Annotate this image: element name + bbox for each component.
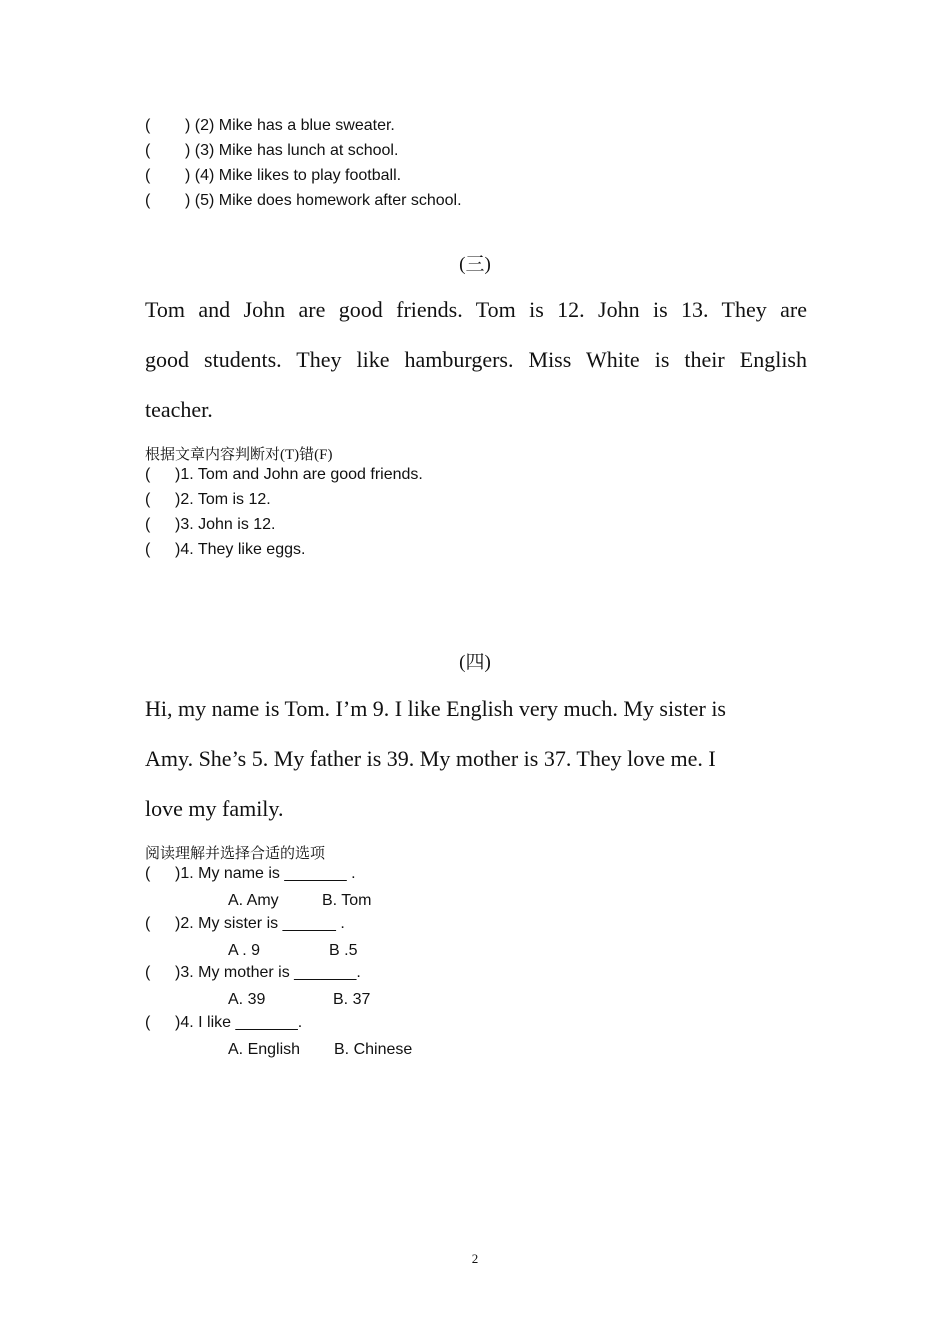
question-text: )1. My name is _______ .	[175, 865, 356, 882]
answer-paren-open[interactable]: (	[145, 491, 151, 508]
reading-passage-line: Hi, my name is Tom. I’m 9. I like English very much. My sister is	[145, 696, 726, 721]
option-b[interactable]: B. Tom	[322, 892, 372, 909]
true-false-item	[145, 466, 423, 484]
option-b[interactable]: B .5	[329, 942, 358, 959]
instruction-text: 阅读理解并选择合适的选项	[145, 846, 326, 862]
reading-passage-line: teacher.	[145, 397, 213, 422]
option-a[interactable]: A. English	[228, 1041, 301, 1058]
reading-passage-line: Amy. She’s 5. My father is 39. My mother is 37. They love me. I	[145, 746, 716, 771]
true-false-item	[145, 516, 276, 534]
question-text: )2. My sister is ______ .	[175, 915, 345, 932]
answer-paren-close: )	[185, 142, 191, 159]
reading-passage-line: good students. They like hamburgers. Miss White is their English	[145, 347, 807, 372]
question-item	[145, 915, 345, 933]
reading-passage-line: love my family.	[145, 796, 284, 821]
instruction-text: 根据文章内容判断对(T)错(F)	[145, 447, 333, 463]
answer-paren-open[interactable]: (	[145, 1014, 151, 1031]
answer-paren-close: )	[185, 117, 191, 134]
item-text: (3) Mike has lunch at school.	[194, 142, 399, 159]
answer-paren-close: )	[185, 192, 191, 209]
answer-paren-open[interactable]: (	[145, 541, 151, 558]
true-false-item	[145, 541, 305, 559]
item-text: )3. John is 12.	[175, 516, 276, 533]
section-three-heading: (三)	[459, 254, 491, 275]
answer-paren-open[interactable]: (	[145, 516, 151, 533]
option-a[interactable]: A. 39	[228, 991, 266, 1008]
answer-paren-open[interactable]: (	[145, 167, 151, 184]
answer-paren-open[interactable]: (	[145, 466, 151, 483]
answer-paren-open[interactable]: (	[145, 142, 151, 159]
option-a[interactable]: A . 9	[228, 942, 261, 959]
question-text: )4. I like _______.	[175, 1014, 303, 1031]
option-b[interactable]: B. 37	[333, 991, 371, 1008]
question-text: )3. My mother is _______.	[175, 964, 361, 981]
page-number: 2	[471, 1251, 479, 1266]
true-false-item	[145, 192, 462, 210]
answer-paren-open[interactable]: (	[145, 915, 151, 932]
item-text: )1. Tom and John are good friends.	[175, 466, 423, 483]
answer-paren-open[interactable]: (	[145, 964, 151, 981]
answer-paren-open[interactable]: (	[145, 865, 151, 882]
option-b[interactable]: B. Chinese	[334, 1041, 413, 1058]
item-text: )2. Tom is 12.	[175, 491, 271, 508]
answer-paren-open[interactable]: (	[145, 192, 151, 209]
item-text: (2) Mike has a blue sweater.	[194, 117, 395, 134]
answer-paren-open[interactable]: (	[145, 117, 151, 134]
true-false-item	[145, 491, 271, 509]
answer-paren-close: )	[185, 167, 191, 184]
question-item	[145, 964, 361, 982]
reading-passage-line: Tom and John are good friends. Tom is 12. John is 13. They are	[145, 297, 807, 322]
question-item	[145, 865, 356, 883]
true-false-item	[145, 142, 398, 160]
item-text: (5) Mike does homework after school.	[194, 192, 462, 209]
option-a[interactable]: A. Amy	[228, 892, 279, 909]
true-false-item	[145, 117, 395, 135]
question-item	[145, 1014, 302, 1032]
item-text: )4. They like eggs.	[175, 541, 306, 558]
true-false-item	[145, 167, 401, 185]
section-four-heading: (四)	[459, 652, 491, 673]
item-text: (4) Mike likes to play football.	[194, 167, 402, 184]
